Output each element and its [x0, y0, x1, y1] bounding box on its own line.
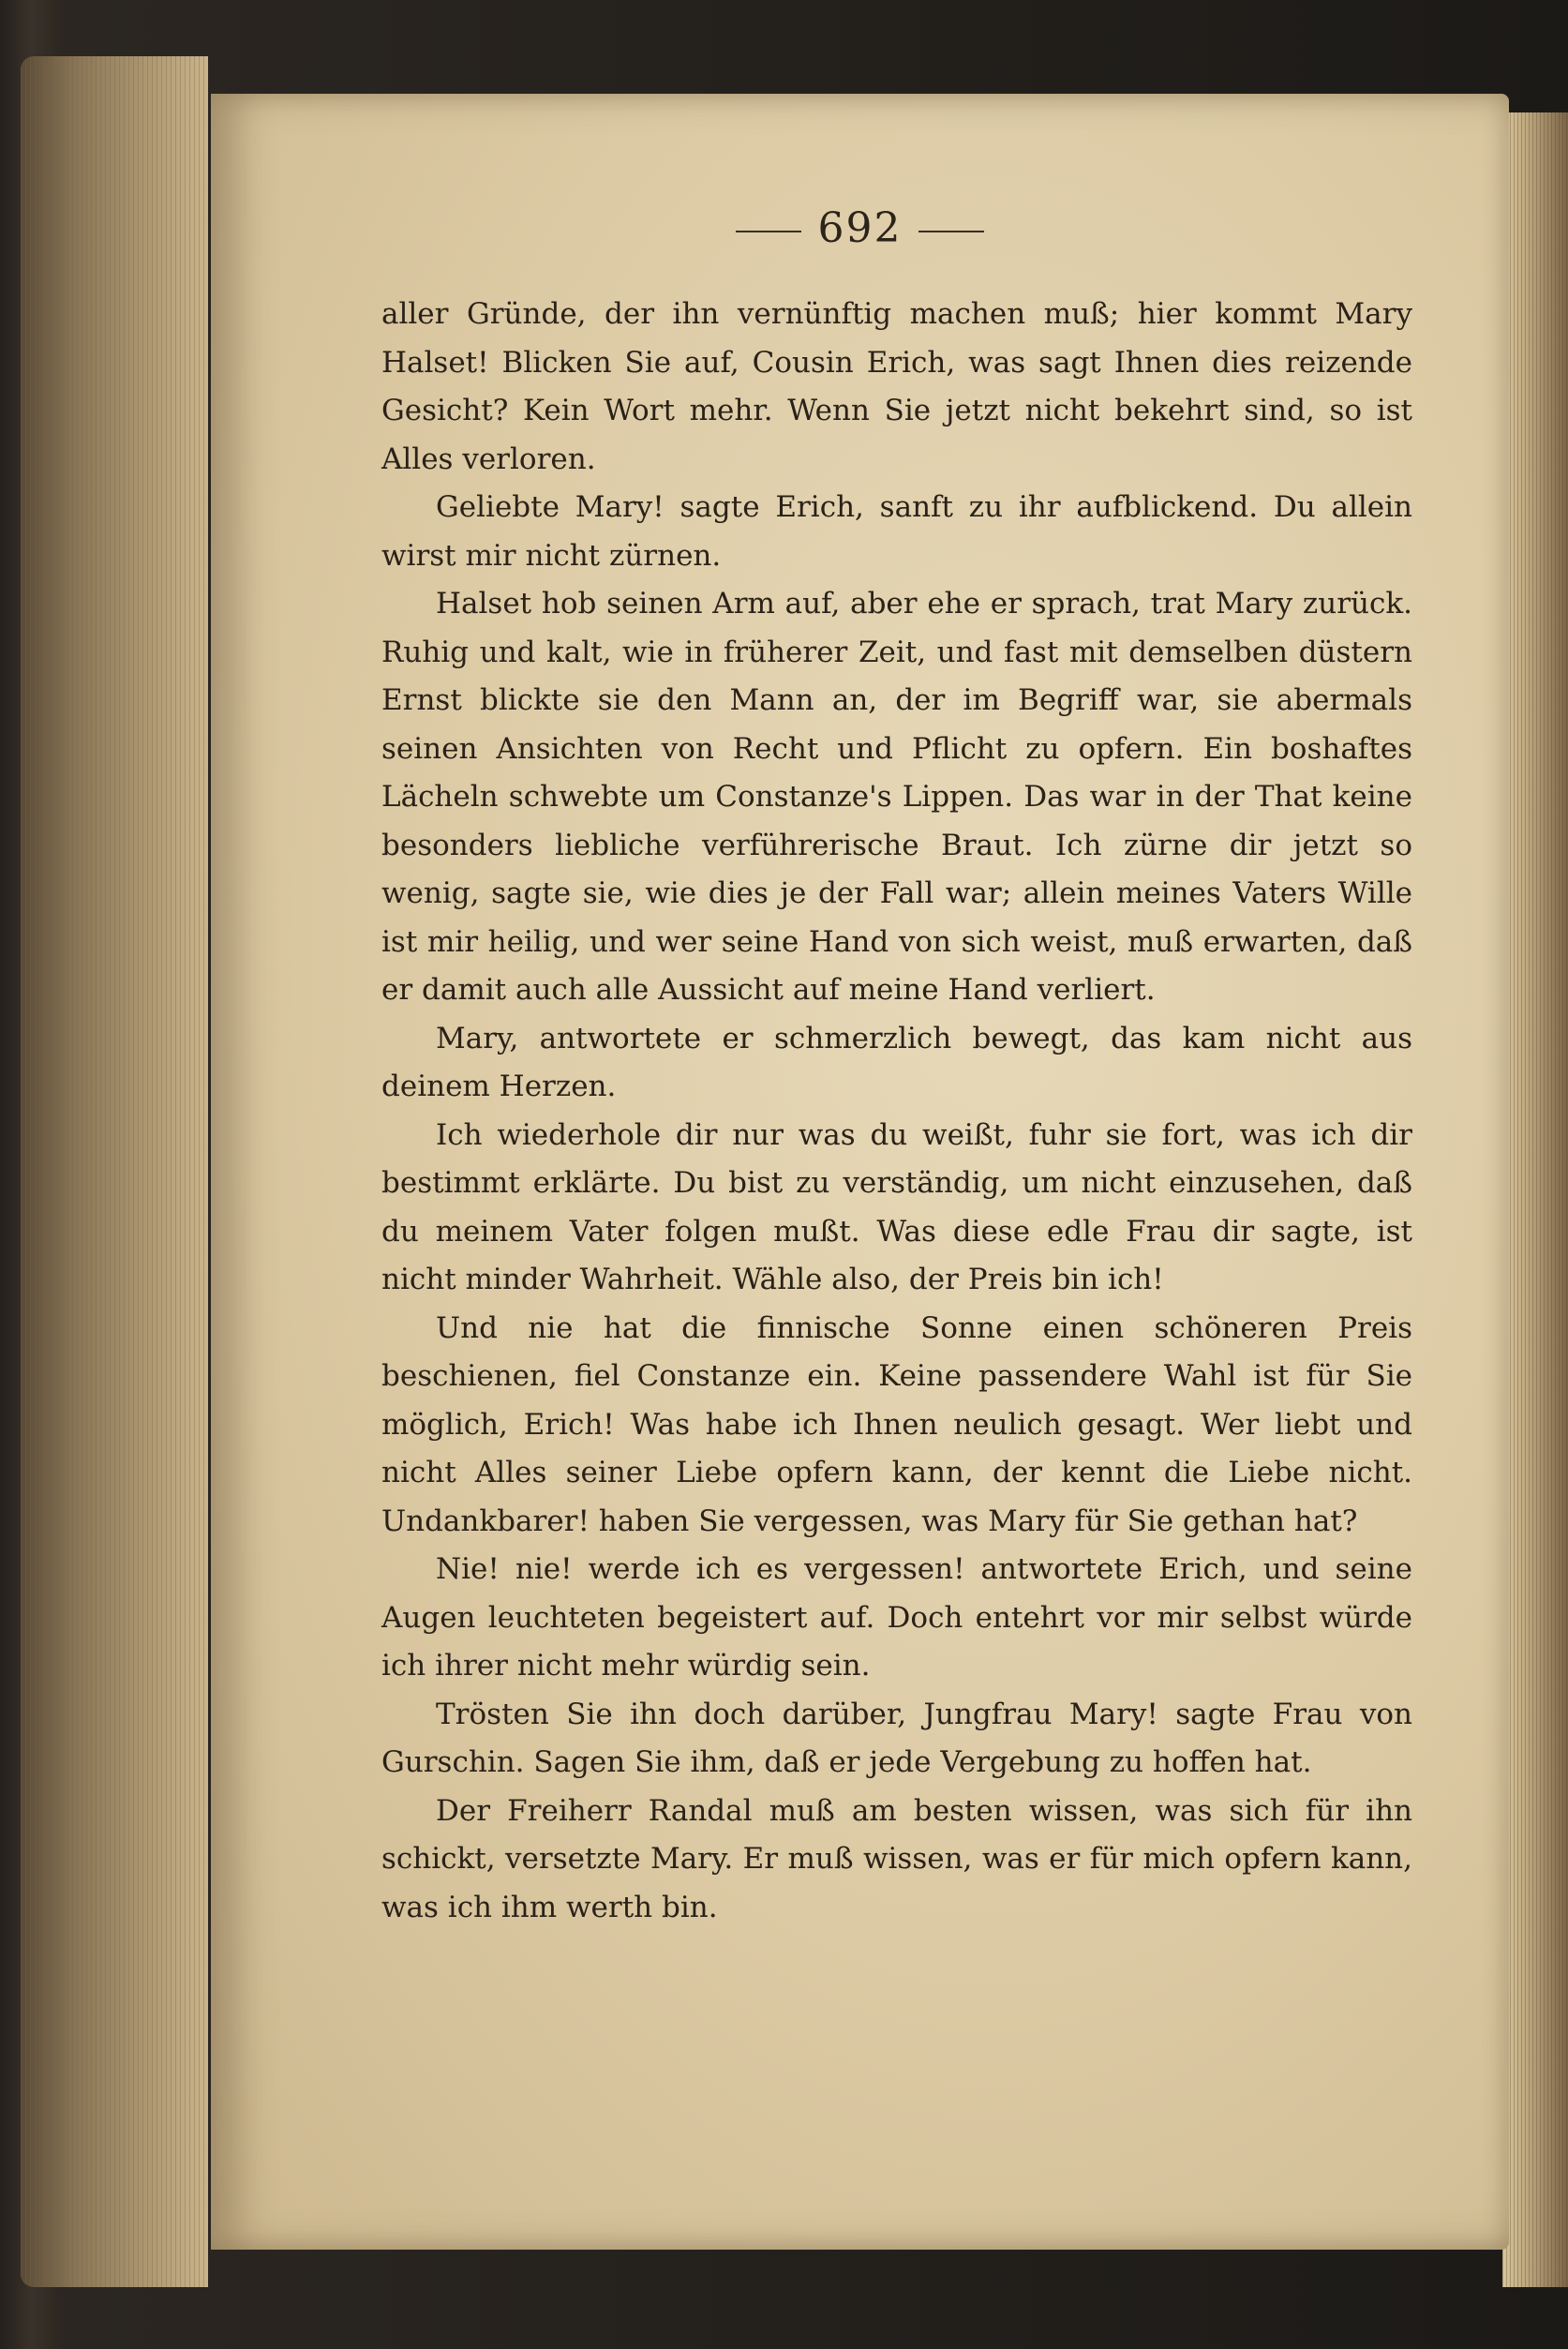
paragraph-4: Mary, antwortete er schmerzlich bewegt, das kam nicht aus deinem Herzen. [381, 1021, 1412, 1103]
book-left-page-edges [21, 56, 208, 2287]
page-number-header [211, 204, 1509, 252]
header-rule-left [736, 231, 801, 232]
paragraph-5: Ich wiederhole dir nur was du weißt, fuhr sie fort, was ich dir bestimmt erklärte. Du bist zu verständig, um nicht einzusehen, daß du meinem Vater folgen mußt. Was diese edle Frau dir sagte, ist nicht minder Wahrheit. Wähle also, der Preis bin ich! [381, 1117, 1412, 1296]
book-page [211, 94, 1509, 2250]
page-body-text [381, 291, 1412, 1932]
paragraph-7: Nie! nie! werde ich es vergessen! antwortete Erich, und seine Augen leuchteten begeistert auf. Doch entehrt vor mir selbst würde ich ihrer nicht mehr würdig sein. [381, 1552, 1412, 1683]
page-number: 692 [817, 204, 903, 252]
paragraph-1: aller Gründe, der ihn vernünftig machen muß; hier kommt Mary Halset! Blicken Sie auf, Cousin Erich, was sagt Ihnen dies reizende Gesicht? Kein Wort mehr. Wenn Sie jetzt nicht bekehrt sind, so ist Alles verloren. [381, 297, 1412, 476]
paragraph-9: Der Freiherr Randal muß am besten wissen, was sich für ihn schickt, versetzte Mary. Er muß wissen, was er für mich opfern kann, was ich ihm werth bin. [381, 1793, 1412, 1924]
paragraph-6: Und nie hat die finnische Sonne einen schöneren Preis beschienen, fiel Constanze ein. Keine passendere Wahl ist für Sie möglich, Erich! Was habe ich Ihnen neulich gesagt. Wer liebt und nicht Alles seiner Liebe opfern kann, der kennt die Liebe nicht. Undankbarer! haben Sie vergessen, was Mary für Sie gethan hat? [381, 1310, 1412, 1538]
paragraph-2: Geliebte Mary! sagte Erich, sanft zu ihr aufblickend. Du allein wirst mir nicht zürnen. [381, 490, 1412, 573]
paragraph-8: Trösten Sie ihn doch darüber, Jungfrau Mary! sagte Frau von Gurschin. Sagen Sie ihm, daß er jede Vergebung zu hoffen hat. [381, 1697, 1412, 1779]
header-rule-right [918, 231, 984, 232]
paragraph-3: Halset hob seinen Arm auf, aber ehe er sprach, trat Mary zurück. Ruhig und kalt, wie in früherer Zeit, und fast mit demselben düstern Ernst blickte sie den Mann an, der im Begriff war, sie abermals seinen Ansichten von Recht und Pflicht zu opfern. Ein boshaftes Lächeln schwebte um Constanze's Lippen. Das war in der That keine besonders liebliche verführerische Braut. Ich zürne dir jetzt so wenig, sagte sie, wie dies je der Fall war; allein meines Vaters Wille ist mir heilig, und wer seine Hand von sich weist, muß erwarten, daß er damit auch alle Aussicht auf meine Hand verliert. [381, 587, 1412, 1007]
book-right-page-edges [1502, 112, 1568, 2287]
